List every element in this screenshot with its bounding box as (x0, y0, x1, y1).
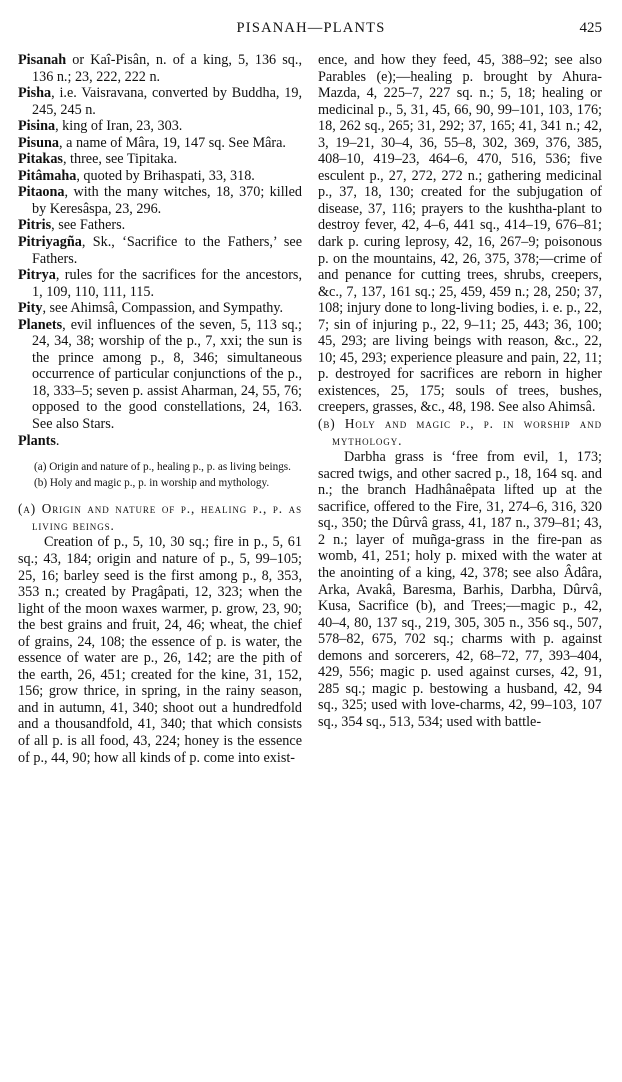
entry-head: Pitakas (18, 151, 63, 168)
index-entry (18, 217, 302, 234)
index-entry (18, 118, 302, 135)
page-header (0, 16, 622, 42)
entry-head: Planets (18, 316, 63, 333)
index-entry (18, 234, 302, 267)
entry-head: Pitaona (18, 184, 65, 201)
index-entry (18, 317, 302, 433)
entry-text: , a name of Mâra, 19, 147 sq. See Mâra. (59, 134, 286, 151)
subsection-list (18, 461, 302, 489)
entry-head: Pisha (18, 85, 52, 102)
index-entry (18, 85, 302, 118)
entry-head: Pity (18, 300, 43, 317)
index-entry (18, 300, 302, 317)
subsection-list-item: (a) Origin and nature of p., healing p., p. as living beings. (34, 461, 291, 474)
entry-head: Pitris (18, 217, 52, 234)
entry-text: , evil influences of the seven, 5, 113 sq.; 24, 34, 38; worship of the p., 7, xxi; the sun is the prince among p., 8, 346; simultaneous occurrence of particular conjunctions of the p., 18, 333–5; seven p. assist Aharman, 24, 55, 76; opposed to the good constellations, 24, 163. See also Stars. (32, 316, 302, 433)
entry-text: , Sk., ‘Sacrifice to the Fathers,’ see Fathers. (32, 234, 302, 267)
entry-text: , see Ahimsâ, Compassion, and Sympathy. (42, 300, 284, 317)
page-number: 425 (579, 20, 602, 36)
index-entry (18, 433, 302, 450)
index-entry (18, 151, 302, 168)
entry-head: Pitrya (18, 267, 56, 284)
subsection-list-item: (b) Holy and magic p., p. in worship and mythology. (34, 476, 270, 489)
entry-head: Pitriyagña (18, 234, 82, 251)
entry-text: , with the many witches, 18, 370; killed by Keresâspa, 23, 296. (32, 184, 302, 217)
right-column (318, 52, 602, 730)
section-body: Creation of p., 5, 10, 30 sq.; fire in p., 5, 61 sq.; 43, 184; origin and nature of p., 5, 99–105; 25, 16; barley seed is the first among p., 8, 353, 353 n.; created by Pragâpati, 12, 323; when the light of the moon waxes warmer, p. grow, 23, 90; the best grains and fruit, 24, 46; wheat, the chief of grains, 24, 108; the essence of p. is water, the essence of water are p., 26, 142; are the pith of the earth, 26, 451; created for the kine, 31, 152, 156; grow thrice, in spring, in the rainy season, and in autumn, 41, 340; shoot out a hundredfold and a thousandfold, 41, 340; that which consists of all p. is all food, 43, 224; honey is the essence of p., 44, 90; how all kinds of p. come into exist- (18, 534, 302, 766)
entry-head: Plants (18, 432, 56, 449)
index-entry (18, 52, 302, 85)
entry-text: , i.e. Vaisravana, converted by Buddha, 19, 245, 245 n. (32, 85, 302, 118)
entry-text: , rules for the sacrifices for the ancestors, 1, 109, 110, 111, 115. (32, 267, 302, 300)
entry-text: , king of Iran, 23, 303. (55, 118, 183, 135)
entry-head: Pitâmaha (18, 167, 77, 184)
entry-text: , see Fathers. (51, 217, 126, 234)
running-head: PISANAH—PLANTS (236, 20, 386, 36)
entry-text: , three, see Tipitaka. (62, 151, 178, 168)
section-heading: (b) Holy and magic p., p. in worship and mythology. (318, 416, 602, 448)
entry-text: , quoted by Brihaspati, 33, 318. (76, 167, 255, 184)
index-entry (18, 184, 302, 217)
left-column (18, 52, 302, 766)
entry-head: Pisuna (18, 134, 60, 151)
index-entry (18, 267, 302, 300)
entry-head: Pisanah (18, 52, 67, 68)
section-body: Darbha grass is ‘free from evil, 1, 173; sacred twigs, and other sacred p., 18, 164 sq. and n.; the branch Hadhânaêpata lifted up at the sacrifice, offered to the Fire, 31, 274–6, 316, 320 sq., 350; the Dûrvâ grass, 41, 187 n., 379–81; 43, 2 n.; layer of muñga-grass in the fire-pan as womb, 41, 251; holy p. mixed with the water at the anointing of a king, 42, 378; see also Âdâra, Arka, Avakâ, Baresma, Barhis, Darbha, Dûrvâ, Kusa, Sacrifice (b), and Trees;—magic p., 42, 40–4, 80, 137 sq., 219, 305, 305 n., 356 sq., 507, 578–82, 675, 702 sq.; charms with p. against demons and sorcerers, 42, 68–72, 77, 393–404, 429, 556; magic p. used against curses, 42, 91, 285 sq.; magic p. bestowing a husband, 42, 94 sq., 325; used with love-charms, 42, 99–103, 107 sq., 354 sq., 513, 534; used with battle- (318, 449, 602, 730)
entry-text: or Kaî-Pisân, n. of a king, 5, 136 sq., 136 n.; 23, 222, 222 n. (32, 52, 302, 85)
index-entry (18, 135, 302, 152)
section-heading: (a) Origin and nature of p., healing p., p. as living beings. (18, 501, 302, 533)
entry-text: . (55, 432, 60, 449)
index-entry (18, 168, 302, 185)
section-body-continued: ence, and how they feed, 45, 388–92; see also Parables (e);—healing p. brought by Ahura-Mazda, 4, 225–7, 227 sq. n.; 5, 18; healing or medicinal p., 5, 31, 45, 66, 90, 99–101, 103, 176; 18, 262 sq., 265; 31, 292; 37, 165; 41, 341 n.; 42, 3, 19–21, 30–4, 36, 55–8, 302, 369, 376, 385, 408–10, 419–23, 464–6, 470, 516, 536; five esculent p., 27, 272, 272 n.; gathering medicinal p., 37, 18, 130; created for the subjugation of disease, 37, 116; prayers to the kushtha-plant to destroy fever, 42, 4–6, 441 sq., 414–19, 676–81; dark p. curing leprosy, 42, 16, 267–9; poisonous p. on the mountains, 42, 26, 375, 378;—crime of and penance for cutting trees, shrubs, creepers, &c., 7, 137, 161 sq.; 25, 459, 459 n.; 28, 250; 37, 108; injury done to long-living bodies, i. e. p., 22, 7; sin of injuring p., 22, 9–11; 25, 443; 36, 100; 45, 293; are living beings with reason, &c., 22, 10; 45, 293; experience pleasure and pain, 22, 11; p. destroyed for sacrifices are reborn in higher existences, 25, 175; souls of trees, bushes, creepers, grasses, &c., 48, 198. See also Ahimsâ. (318, 52, 602, 416)
entry-head: Pisina (18, 118, 56, 135)
